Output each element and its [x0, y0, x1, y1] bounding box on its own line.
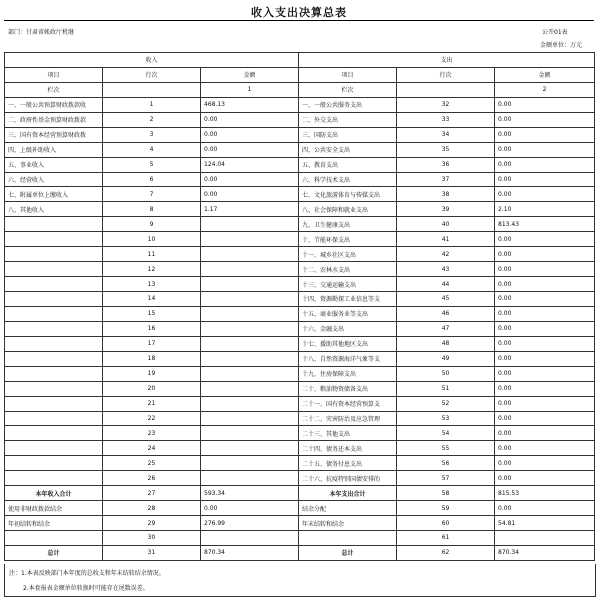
income-item-cell: [5, 247, 103, 262]
expense-item-cell: [299, 531, 397, 546]
table-row: [5, 127, 595, 142]
expense-amount-cell: 0.00: [495, 262, 595, 277]
expense-line-cell: 50: [397, 366, 495, 381]
table-row: [5, 545, 595, 560]
expense-line-cell: 62: [397, 545, 495, 560]
expense-line-cell: 60: [397, 516, 495, 531]
expense-item-cell: 八、社会保障和就业支出: [299, 202, 397, 217]
income-line-cell: 12: [103, 262, 201, 277]
expense-amount-cell: 0.00: [495, 187, 595, 202]
expense-amount-cell: 54.81: [495, 516, 595, 531]
expense-amount-cell: 0.00: [495, 381, 595, 396]
income-line-cell: 6: [103, 172, 201, 187]
expense-line-cell: 39: [397, 202, 495, 217]
expense-amount-cell: 0.00: [495, 232, 595, 247]
income-line-cell: 26: [103, 471, 201, 486]
income-amount-cell: [201, 396, 299, 411]
expense-item-cell: 六、科学技术支出: [299, 172, 397, 187]
expense-item-cell: 十一、城乡社区支出: [299, 247, 397, 262]
expense-index-line: [397, 82, 495, 97]
income-line-cell: 30: [103, 531, 201, 546]
income-line-cell: 28: [103, 501, 201, 516]
table-row: [5, 187, 595, 202]
table-row: [5, 247, 595, 262]
expense-item-cell: 十九、住房保障支出: [299, 366, 397, 381]
expense-line-cell: 53: [397, 411, 495, 426]
income-line-cell: 2: [103, 112, 201, 127]
income-amount-cell: [201, 232, 299, 247]
table-row: [5, 217, 595, 232]
expense-amount-cell: 870.34: [495, 545, 595, 560]
expense-item-cell: 十五、商业服务业等支出: [299, 306, 397, 321]
expense-section-label: 支出: [299, 53, 595, 68]
income-line-cell: 20: [103, 381, 201, 396]
income-item-header: 项目: [5, 67, 103, 82]
table-row: [5, 172, 595, 187]
income-item-cell: [5, 277, 103, 292]
income-index-col: 1: [201, 82, 299, 97]
expense-amount-cell: 0.00: [495, 336, 595, 351]
department-label: 部门：甘肃省帐政厅机继: [8, 29, 75, 36]
expense-amount-cell: 0.00: [495, 366, 595, 381]
expense-item-cell: 一、一般公共服务支出: [299, 97, 397, 112]
income-amount-cell: [201, 531, 299, 546]
expense-line-cell: 38: [397, 187, 495, 202]
expense-line-cell: 37: [397, 172, 495, 187]
expense-amount-cell: 0.00: [495, 157, 595, 172]
income-item-cell: [5, 351, 103, 366]
income-amount-cell: [201, 411, 299, 426]
expense-item-cell: 年末结转和结余: [299, 516, 397, 531]
income-item-cell: [5, 441, 103, 456]
expense-item-cell: 二十六、抗疫特别国债安排的: [299, 471, 397, 486]
expense-amount-cell: 0.00: [495, 426, 595, 441]
expense-amount-cell: 0.00: [495, 97, 595, 112]
expense-item-cell: 九、卫生健康支出: [299, 217, 397, 232]
table-row: [5, 351, 595, 366]
expense-item-cell: 二十五、债务付息支出: [299, 456, 397, 471]
expense-line-cell: 46: [397, 306, 495, 321]
expense-line-cell: 41: [397, 232, 495, 247]
income-amount-cell: [201, 366, 299, 381]
income-amount-cell: 0.00: [201, 127, 299, 142]
income-line-cell: 23: [103, 426, 201, 441]
income-line-cell: 24: [103, 441, 201, 456]
income-item-cell: [5, 426, 103, 441]
income-amount-header: 金额: [201, 67, 299, 82]
expense-line-cell: 56: [397, 456, 495, 471]
expense-item-cell: 十六、金融支出: [299, 321, 397, 336]
table-row: [5, 516, 595, 531]
income-amount-cell: 0.00: [201, 172, 299, 187]
expense-line-cell: 47: [397, 321, 495, 336]
expense-line-cell: 59: [397, 501, 495, 516]
expense-line-cell: 40: [397, 217, 495, 232]
expense-amount-cell: 0.00: [495, 277, 595, 292]
table-row: [5, 292, 595, 307]
expense-item-cell: 十八、自然资源海洋气象等支: [299, 351, 397, 366]
table-row: [5, 471, 595, 486]
income-line-cell: 8: [103, 202, 201, 217]
expense-amount-cell: 0.00: [495, 172, 595, 187]
expense-item-cell: 二十四、债务还本支出: [299, 441, 397, 456]
index-row: [5, 82, 595, 97]
income-line-cell: 4: [103, 142, 201, 157]
expense-item-cell: 十、节能环保支出: [299, 232, 397, 247]
income-amount-cell: [201, 321, 299, 336]
income-amount-cell: [201, 426, 299, 441]
expense-amount-header: 金额: [495, 67, 595, 82]
income-item-cell: 使用非财政拨款结余: [5, 501, 103, 516]
income-item-cell: 三、国有资本经营预算财政拨: [5, 127, 103, 142]
expense-amount-cell: 0.00: [495, 247, 595, 262]
expense-index-label: 栏次: [299, 82, 397, 97]
income-item-cell: [5, 381, 103, 396]
income-item-cell: 六、经营收入: [5, 172, 103, 187]
table-row: [5, 97, 595, 112]
income-item-cell: [5, 456, 103, 471]
income-item-cell: [5, 306, 103, 321]
expense-amount-cell: 0.00: [495, 396, 595, 411]
expense-amount-cell: 815.53: [495, 486, 595, 501]
income-line-cell: 5: [103, 157, 201, 172]
income-line-cell: 18: [103, 351, 201, 366]
income-index-label: 栏次: [5, 82, 103, 97]
income-amount-cell: 468.13: [201, 97, 299, 112]
income-line-cell: 22: [103, 411, 201, 426]
income-amount-cell: [201, 441, 299, 456]
expense-amount-cell: 0.00: [495, 456, 595, 471]
income-amount-cell: [201, 381, 299, 396]
income-item-cell: [5, 217, 103, 232]
income-line-cell: 17: [103, 336, 201, 351]
section-header-row: [5, 53, 595, 68]
income-item-cell: 年初结转和结余: [5, 516, 103, 531]
income-amount-cell: 0.00: [201, 142, 299, 157]
income-item-cell: 七、附属单位上缴收入: [5, 187, 103, 202]
expense-line-cell: 58: [397, 486, 495, 501]
expense-amount-cell: 0.00: [495, 471, 595, 486]
note-1: 注：1.本表反映部门本年度的总收支和年末结转结余情况。: [9, 570, 165, 577]
table-row: [5, 531, 595, 546]
table-row: [5, 142, 595, 157]
expense-item-cell: 二十、粮油物资储备支出: [299, 381, 397, 396]
table-row: [5, 381, 595, 396]
expense-item-cell: 三、国防支出: [299, 127, 397, 142]
table-row: [5, 411, 595, 426]
expense-item-cell: 二十三、其他支出: [299, 426, 397, 441]
table-row: [5, 157, 595, 172]
income-line-cell: 21: [103, 396, 201, 411]
income-line-cell: 3: [103, 127, 201, 142]
expense-amount-cell: 0.00: [495, 321, 595, 336]
income-amount-cell: [201, 217, 299, 232]
expense-index-col: 2: [495, 82, 595, 97]
income-amount-cell: 0.00: [201, 501, 299, 516]
income-line-cell: 27: [103, 486, 201, 501]
expense-amount-cell: 2.10: [495, 202, 595, 217]
income-amount-cell: [201, 456, 299, 471]
expense-item-cell: 二十二、灾害防治及应急管理: [299, 411, 397, 426]
column-header-row: [5, 67, 595, 82]
expense-line-cell: 49: [397, 351, 495, 366]
income-item-cell: 本年收入合计: [5, 486, 103, 501]
income-item-cell: [5, 336, 103, 351]
title-divider: [4, 20, 594, 21]
expense-item-cell: 十三、交通运输支出: [299, 277, 397, 292]
income-line-cell: 29: [103, 516, 201, 531]
income-line-cell: 16: [103, 321, 201, 336]
expense-amount-cell: 0.00: [495, 142, 595, 157]
table-row: [5, 232, 595, 247]
table-row: [5, 456, 595, 471]
expense-amount-cell: 0.00: [495, 501, 595, 516]
notes-box: [4, 564, 596, 597]
report-title: 收入支出决算总表: [251, 6, 347, 19]
expense-line-cell: 36: [397, 157, 495, 172]
income-item-cell: [5, 232, 103, 247]
income-index-line: [103, 82, 201, 97]
income-line-header: 行次: [103, 67, 201, 82]
income-item-cell: 五、事业收入: [5, 157, 103, 172]
income-line-cell: 19: [103, 366, 201, 381]
expense-item-cell: 十七、援助其他地区支出: [299, 336, 397, 351]
expense-amount-cell: [495, 531, 595, 546]
income-amount-cell: [201, 292, 299, 307]
income-line-cell: 9: [103, 217, 201, 232]
income-amount-cell: 0.00: [201, 187, 299, 202]
table-row: [5, 112, 595, 127]
note-2: 2.本套报表金额单位转换时可能存在尾数误差。: [23, 585, 149, 592]
expense-line-cell: 33: [397, 112, 495, 127]
table-row: [5, 336, 595, 351]
expense-line-cell: 54: [397, 426, 495, 441]
income-item-cell: 八、其他收入: [5, 202, 103, 217]
income-line-cell: 14: [103, 292, 201, 307]
income-amount-cell: [201, 247, 299, 262]
table-row: [5, 202, 595, 217]
income-item-cell: 总计: [5, 545, 103, 560]
table-row: [5, 441, 595, 456]
expense-item-cell: 十四、资源勘探工业信息等支: [299, 292, 397, 307]
income-item-cell: [5, 292, 103, 307]
income-amount-cell: [201, 336, 299, 351]
table-row: [5, 366, 595, 381]
expense-line-cell: 42: [397, 247, 495, 262]
expense-item-cell: 七、文化旅游体育与传媒支出: [299, 187, 397, 202]
expense-amount-cell: 813.43: [495, 217, 595, 232]
income-item-cell: [5, 411, 103, 426]
summary-table: [4, 52, 595, 561]
table-row: [5, 486, 595, 501]
income-amount-cell: [201, 262, 299, 277]
expense-line-cell: 61: [397, 531, 495, 546]
expense-item-cell: 结余分配: [299, 501, 397, 516]
income-line-cell: 7: [103, 187, 201, 202]
income-item-cell: [5, 531, 103, 546]
income-item-cell: [5, 262, 103, 277]
expense-item-cell: 总计: [299, 545, 397, 560]
expense-line-header: 行次: [397, 67, 495, 82]
expense-amount-cell: 0.00: [495, 306, 595, 321]
income-item-cell: 一、一般公共预算财政拨款收: [5, 97, 103, 112]
expense-item-header: 项目: [299, 67, 397, 82]
income-line-cell: 31: [103, 545, 201, 560]
table-row: [5, 501, 595, 516]
income-amount-cell: 276.99: [201, 516, 299, 531]
unit-label: 金额单位：万元: [540, 42, 583, 49]
income-line-cell: 13: [103, 277, 201, 292]
expense-amount-cell: 0.00: [495, 292, 595, 307]
expense-item-cell: 五、教育支出: [299, 157, 397, 172]
income-line-cell: 25: [103, 456, 201, 471]
expense-line-cell: 52: [397, 396, 495, 411]
income-amount-cell: [201, 471, 299, 486]
table-row: [5, 262, 595, 277]
expense-item-cell: 二、外交支出: [299, 112, 397, 127]
expense-line-cell: 32: [397, 97, 495, 112]
income-line-cell: 10: [103, 232, 201, 247]
table-row: [5, 396, 595, 411]
expense-item-cell: 十二、农林水支出: [299, 262, 397, 277]
expense-amount-cell: 0.00: [495, 112, 595, 127]
income-item-cell: [5, 366, 103, 381]
expense-line-cell: 55: [397, 441, 495, 456]
table-row: [5, 306, 595, 321]
income-amount-cell: 124.04: [201, 157, 299, 172]
expense-line-cell: 43: [397, 262, 495, 277]
expense-amount-cell: 0.00: [495, 351, 595, 366]
table-row: [5, 321, 595, 336]
expense-line-cell: 34: [397, 127, 495, 142]
expense-amount-cell: 0.00: [495, 441, 595, 456]
expense-item-cell: 本年支出合计: [299, 486, 397, 501]
expense-line-cell: 51: [397, 381, 495, 396]
income-amount-cell: [201, 277, 299, 292]
expense-amount-cell: 0.00: [495, 411, 595, 426]
income-item-cell: [5, 321, 103, 336]
table-row: [5, 277, 595, 292]
expense-item-cell: 二十一、国有资本经营预算支: [299, 396, 397, 411]
income-line-cell: 11: [103, 247, 201, 262]
table-row: [5, 426, 595, 441]
expense-line-cell: 48: [397, 336, 495, 351]
expense-item-cell: 四、公共安全支出: [299, 142, 397, 157]
expense-line-cell: 44: [397, 277, 495, 292]
income-item-cell: 二、政府性基金预算财政拨款: [5, 112, 103, 127]
form-number: 公开01表: [542, 29, 568, 36]
income-amount-cell: 593.34: [201, 486, 299, 501]
income-line-cell: 15: [103, 306, 201, 321]
expense-line-cell: 57: [397, 471, 495, 486]
income-item-cell: [5, 396, 103, 411]
income-amount-cell: 0.00: [201, 112, 299, 127]
income-amount-cell: 870.34: [201, 545, 299, 560]
income-section-label: 收入: [5, 53, 299, 68]
income-amount-cell: 1.17: [201, 202, 299, 217]
income-item-cell: 四、上级补助收入: [5, 142, 103, 157]
expense-line-cell: 35: [397, 142, 495, 157]
income-amount-cell: [201, 351, 299, 366]
income-amount-cell: [201, 306, 299, 321]
expense-amount-cell: 0.00: [495, 127, 595, 142]
expense-line-cell: 45: [397, 292, 495, 307]
income-item-cell: [5, 471, 103, 486]
income-line-cell: 1: [103, 97, 201, 112]
